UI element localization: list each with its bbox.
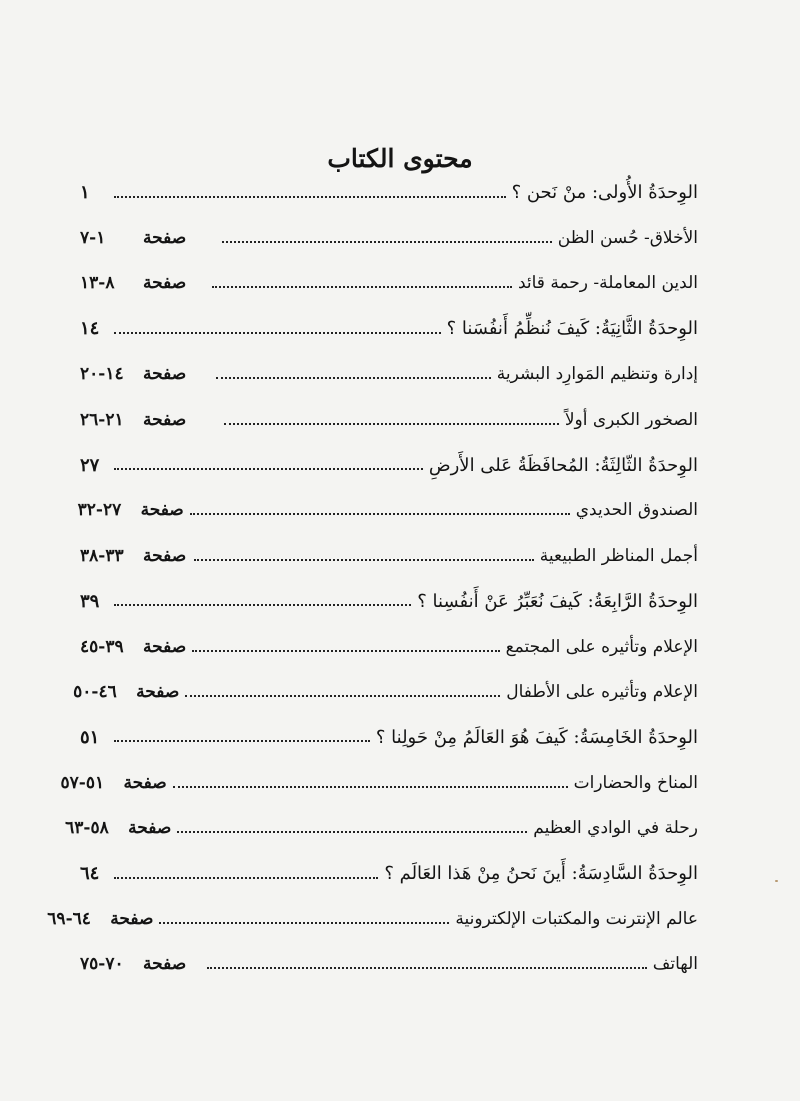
page-reference: [80, 591, 108, 612]
page-word: صفحة: [143, 228, 187, 249]
page-reference: [73, 682, 179, 702]
paper-speck: [775, 880, 778, 882]
page-number: ٣٩-٤٥: [80, 636, 124, 657]
page-reference: [80, 954, 186, 974]
dot-leader: [114, 877, 378, 879]
page-reference: [80, 273, 186, 293]
dot-leader: [222, 241, 552, 243]
toc-unit-row: [80, 170, 698, 215]
page-number: ٢٧: [80, 454, 100, 476]
toc-lesson-row: [47, 896, 698, 941]
toc-lesson-row: [80, 942, 698, 987]
toc-unit-row: [80, 306, 698, 351]
lesson-title: الدين المعاملة- رحمة قائد: [517, 273, 698, 294]
page-number: ٢٧-٣٢: [77, 500, 122, 521]
page-reference: [80, 318, 108, 339]
dot-leader: [114, 468, 423, 470]
dot-leader: [159, 922, 449, 924]
dot-leader: [212, 286, 512, 288]
toc-unit-row: [80, 851, 698, 896]
lesson-title: أجمل المناظر الطبيعية: [539, 545, 698, 566]
lesson-title: الأخلاق- حُسن الظن: [557, 228, 698, 249]
page-number: ١-٧: [80, 228, 106, 249]
page-reference: [80, 727, 108, 748]
page-number: ٣٣-٣٨: [80, 545, 124, 566]
page-word: صفحة: [143, 545, 187, 566]
toc-lesson-row: [80, 261, 698, 306]
dot-leader: [194, 559, 534, 561]
page-word: صفحة: [143, 954, 187, 975]
page-reference: [80, 182, 108, 203]
page-reference: [65, 818, 171, 838]
page-word: صفحة: [143, 409, 187, 430]
page-number: ٥١: [80, 726, 100, 748]
page-word: صفحة: [110, 908, 154, 929]
page-reference: [80, 455, 108, 476]
unit-title: الوِحدَةُ الأُولى: منْ نَحن ؟: [511, 182, 698, 204]
dot-leader: [114, 196, 506, 198]
lesson-title: رحلة في الوادي العظيم: [533, 818, 698, 839]
page-reference: [80, 364, 186, 384]
toc-lesson-row: [77, 488, 698, 533]
page-reference: [78, 500, 184, 520]
unit-title: الوِحدَةُ الثَّانِيَةُ: كَيفَ نُنظِّمُ أَنفُسَنا ؟: [446, 318, 698, 340]
page-title: محتوى الكتاب: [327, 144, 473, 173]
toc-unit-row: [80, 442, 698, 487]
page-reference: [80, 228, 186, 248]
dot-leader: [177, 831, 527, 833]
page-reference: [80, 863, 108, 884]
page-word: صفحة: [128, 818, 172, 839]
page-reference: [47, 909, 153, 929]
page-reference: [80, 637, 186, 657]
page-number: ٧٠-٧٥: [80, 954, 124, 975]
toc-lesson-row: [80, 215, 698, 260]
lesson-title: الصندوق الحديدي: [575, 500, 698, 521]
page-number: ١: [80, 182, 90, 204]
toc-lesson-row: [80, 397, 698, 442]
unit-title: الوِحدَةُ السَّادِسَةُ: أَينَ نَحنُ مِنْ هَذا العَالَم ؟: [384, 863, 698, 885]
page-number: ٥١-٥٧: [60, 772, 105, 793]
lesson-title: عالم الإنترنت والمكتبات الإلكترونية: [455, 908, 698, 929]
unit-title: الوِحدَةُ الثّالِثَةُ: المُحافَظَةُ عَلى الأَرضِ: [428, 454, 698, 476]
toc-lesson-row: [60, 760, 698, 805]
unit-title: الوِحدَةُ الخَامِسَةُ: كَيفَ هُوَ العَالَمُ مِنْ حَولِنا ؟: [375, 726, 698, 748]
lesson-title: الهاتف: [652, 954, 698, 975]
unit-title: الوِحدَةُ الرَّابِعَةُ: كَيفَ نُعَبِّرُ عَنْ أَنفُسِنا ؟: [417, 590, 698, 612]
toc-lesson-row: [65, 805, 698, 850]
dot-leader: [192, 650, 500, 652]
dot-leader: [207, 967, 647, 969]
page-number: ١٤: [80, 318, 100, 340]
page-reference: [80, 546, 186, 566]
dot-leader: [185, 695, 500, 697]
toc-unit-row: [80, 579, 698, 624]
page-word: صفحة: [136, 681, 180, 702]
dot-leader: [114, 604, 411, 606]
page-reference: [61, 773, 167, 793]
dot-leader: [173, 786, 568, 788]
page-number: ٢١-٢٦: [80, 409, 124, 430]
table-of-contents: [47, 170, 698, 987]
toc-unit-row: [80, 715, 698, 760]
page-number: ٥٨-٦٣: [65, 818, 109, 839]
page-reference: [80, 410, 186, 430]
toc-lesson-row: [80, 352, 698, 397]
page-number: ٣٩: [80, 590, 100, 612]
page-word: صفحة: [123, 772, 167, 793]
page-number: ٨-١٣: [80, 273, 115, 294]
page-word: صفحة: [143, 273, 187, 294]
dot-leader: [190, 513, 570, 515]
dot-leader: [216, 377, 491, 379]
toc-lesson-row: [73, 669, 698, 714]
lesson-title: المناخ والحضارات: [573, 772, 698, 793]
page-number: ٦٤: [80, 863, 100, 885]
dot-leader: [114, 740, 370, 742]
lesson-title: الإعلام وتأثيره على الأطفال: [506, 681, 698, 702]
page-word: صفحة: [143, 636, 187, 657]
toc-lesson-row: [80, 624, 698, 669]
page-word: صفحة: [140, 500, 184, 521]
page-number: ٤٦-٥٠: [73, 681, 117, 702]
page-number: ٦٤-٦٩: [47, 908, 91, 929]
page-number: ١٤-٢٠: [80, 364, 124, 385]
dot-leader: [224, 423, 559, 425]
lesson-title: إدارة وتنظيم المَوارِد البشرية: [496, 364, 698, 385]
lesson-title: الإعلام وتأثيره على المجتمع: [505, 636, 698, 657]
lesson-title: الصخور الكبرى أولاً: [564, 409, 698, 430]
dot-leader: [114, 332, 441, 334]
toc-lesson-row: [80, 533, 698, 578]
page-word: صفحة: [143, 364, 187, 385]
